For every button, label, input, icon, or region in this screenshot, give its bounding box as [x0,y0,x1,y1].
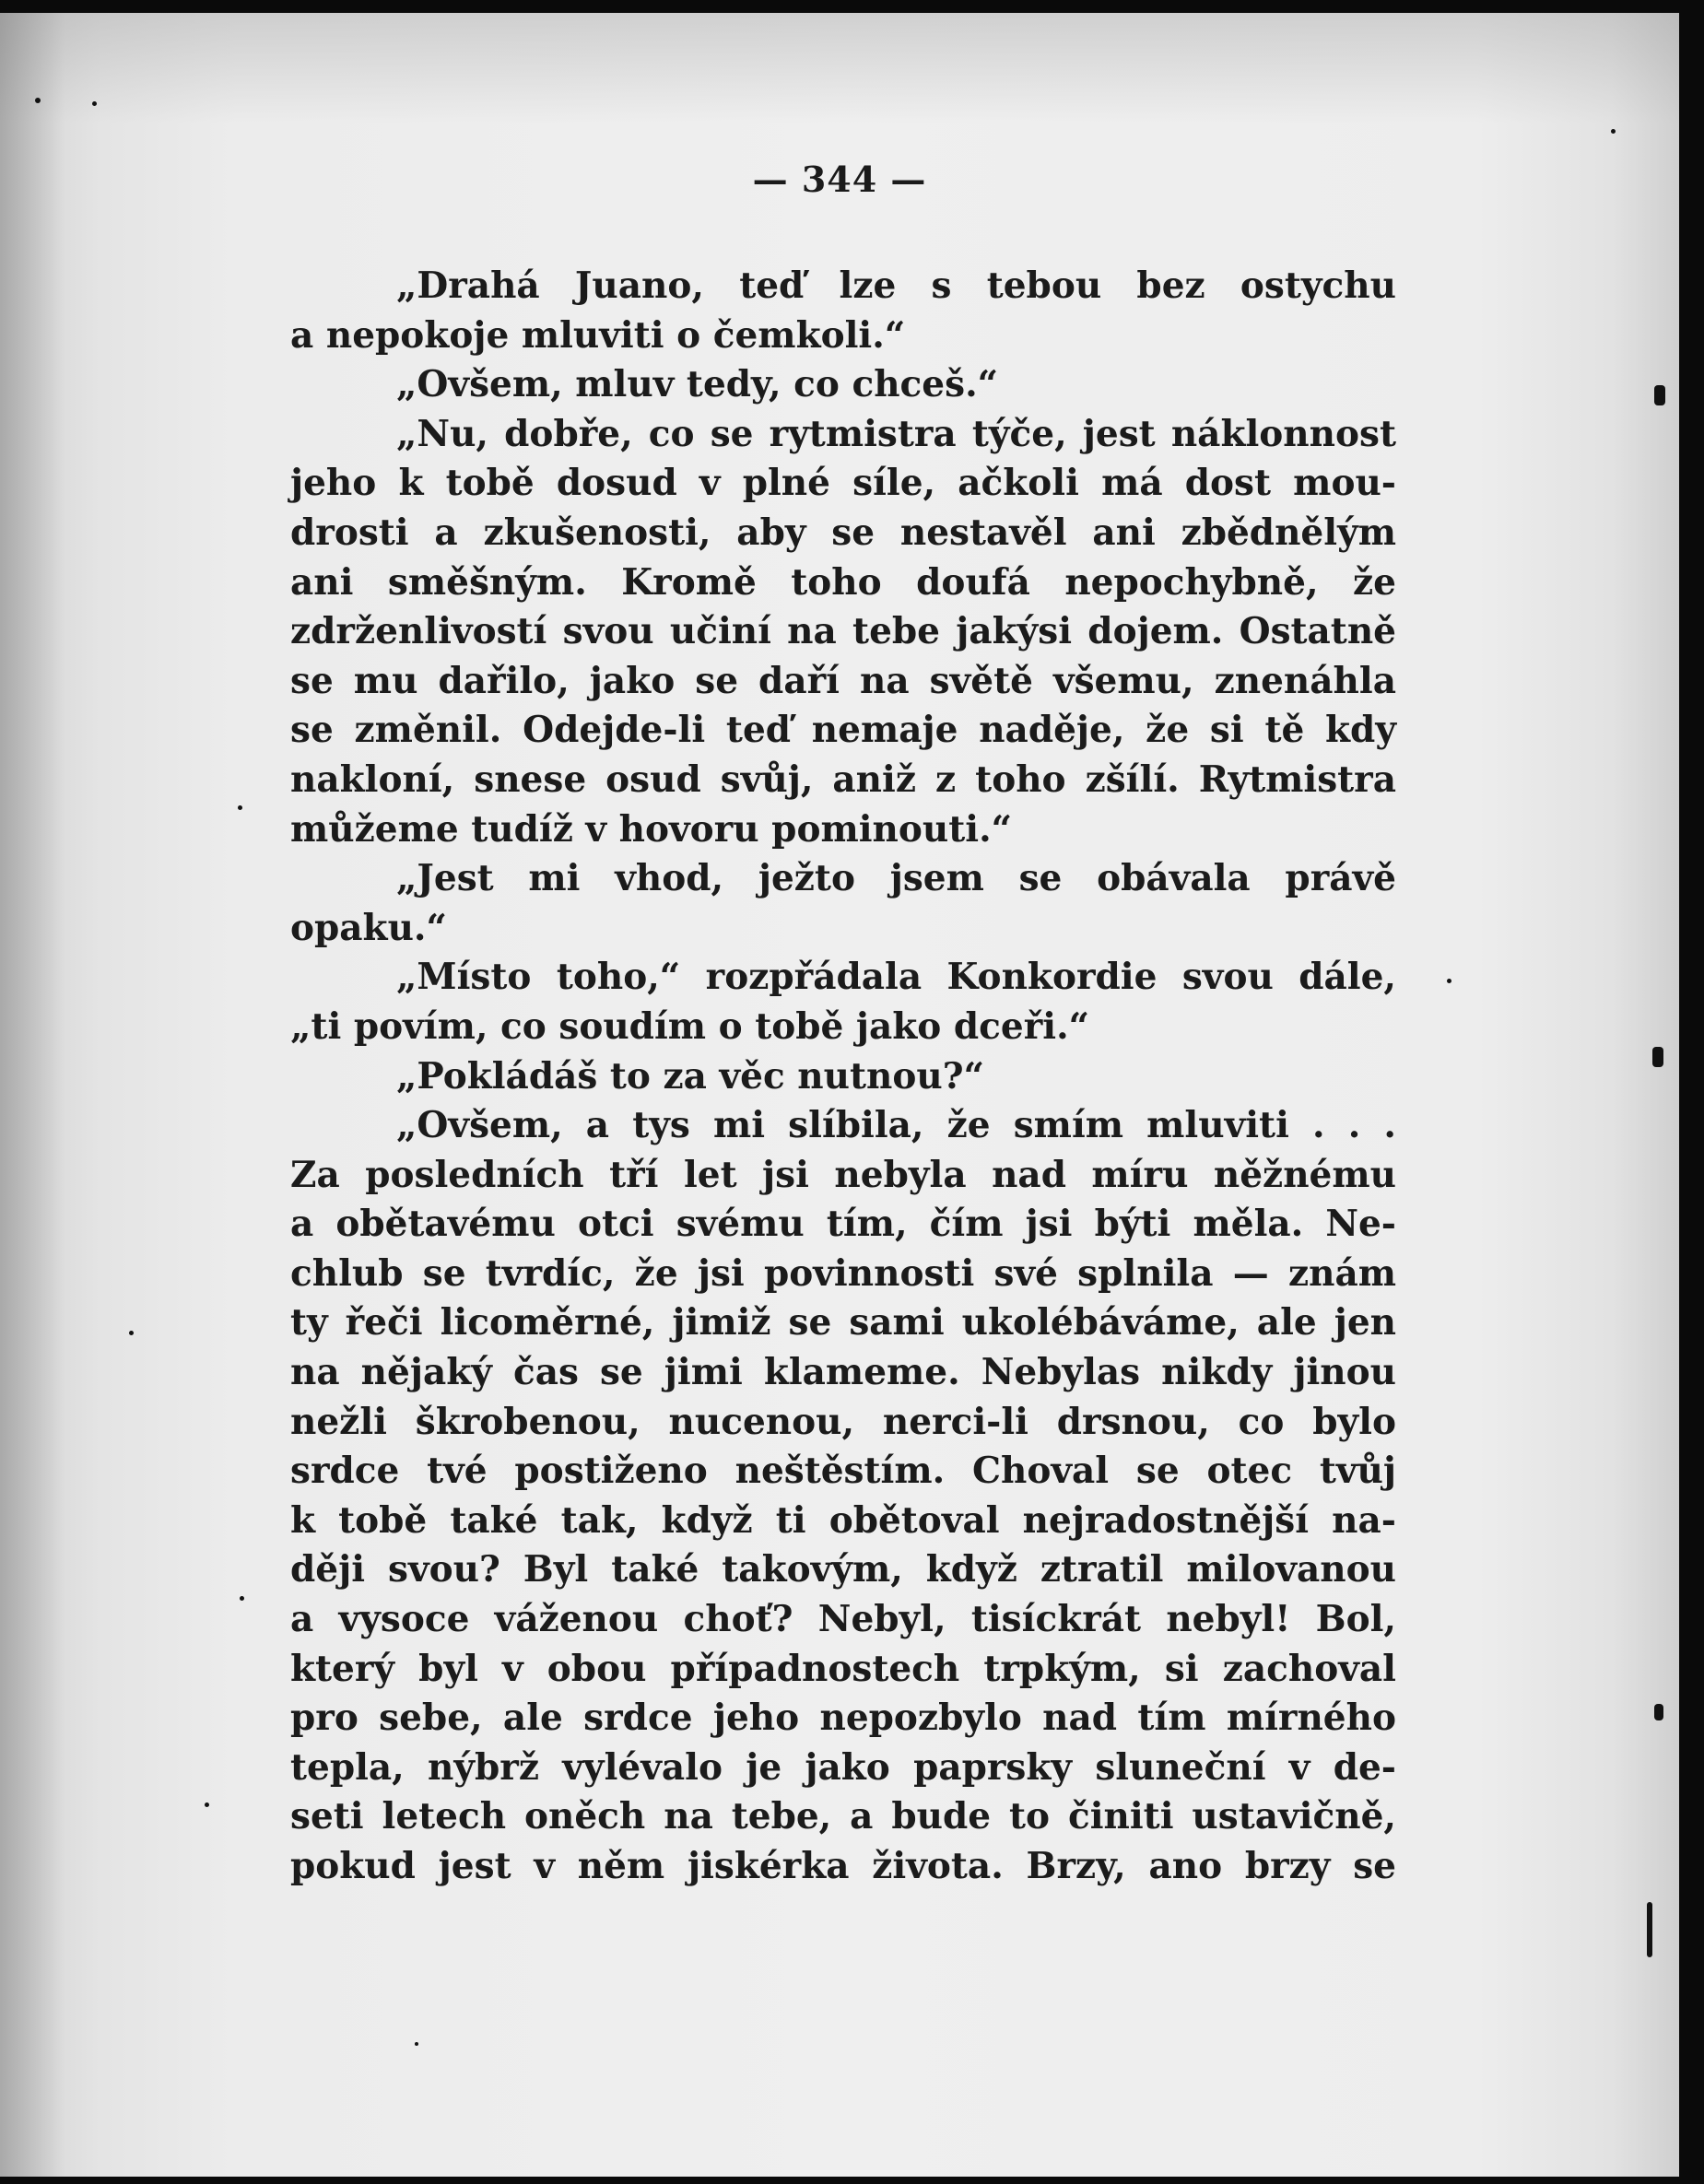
text-line: a obětavému otci svému tím, čím jsi býti měla. Ne- [290,1203,1396,1246]
text-line: opaku.“ [290,906,447,949]
text-line: se změnil. Odejde-li teď nemaje naděje, že si tě kdy [290,709,1396,752]
text-line: srdce tvé postiženo neštěstím. Choval se otec tvůj [290,1450,1396,1493]
ink-speck [1654,1704,1663,1720]
text-line: a nepokoje mluviti o čemkoli.“ [290,313,906,357]
text-line: seti letech oněch na tebe, a bude to činiti ustavičně, [290,1795,1396,1838]
text-line: ději svou? Byl také takovým, když ztratil milovanou [290,1548,1396,1591]
text-line: ty řeči licoměrné, jimiž se sami ukolébáváme, ale jen [290,1301,1396,1344]
text-line: Za posledních tří let jsi nebyla nad míru něžnému [290,1153,1396,1196]
text-line: nakloní, snese osud svůj, aniž z toho zšílí. Rytmistra [290,757,1396,801]
text-line: který byl v obou případnostech trpkým, si zachoval [290,1647,1396,1690]
text-line: „Místo toho,“ rozpřádala Konkordie svou dále, [396,956,1396,999]
text-line: „Drahá Juano, teď lze s tebou bez ostychu [396,264,1396,307]
scan-shadow-top [0,13,1679,123]
text-line: nežli škrobenou, nucenou, nerci-li drsnou, co bylo [290,1400,1396,1443]
ink-speck [415,2042,418,2046]
text-line: pro sebe, ale srdce jeho nepozbylo nad tím mírného [290,1697,1396,1740]
ink-speck [129,1331,134,1335]
text-line: a vysoce váženou choť? Nebyl, tisíckrát nebyl! Bol, [290,1598,1396,1641]
ink-speck [240,1596,244,1601]
text-line: na nějaký čas se jimi klameme. Nebylas nikdy jinou [290,1351,1396,1394]
text-line: chlub se tvrdíc, že jsi povinnosti své splnila — znám [290,1251,1396,1295]
paper-sheet [0,13,1679,2177]
text-line: k tobě také tak, když ti obětoval nejradostnější na- [290,1498,1396,1542]
text-line: „Pokládáš to za věc nutnou?“ [396,1054,985,1098]
text-line: „Nu, dobře, co se rytmistra týče, jest náklonnost [396,412,1396,455]
ink-speck [238,805,242,810]
ink-speck [1611,129,1616,134]
ink-speck [205,1802,209,1807]
text-line: ani směšným. Kromě toho doufá nepochybně, že [290,560,1396,604]
page-number: — 344 — [752,159,927,200]
ink-speck [1647,1902,1652,1957]
text-line: „Jest mi vhod, ježto jsem se obávala právě [396,857,1396,900]
ink-speck [1652,1047,1663,1067]
body-text [290,262,1396,1892]
text-line: můžeme tudíž v hovoru pominouti.“ [290,807,1013,851]
text-line: „Ovšem, mluv tedy, co chceš.“ [396,363,999,406]
ink-speck [1654,385,1665,405]
scan-border-right [1679,0,1704,2184]
text-line: „Ovšem, a tys mi slíbila, že smím mluviti . . . [396,1104,1396,1147]
text-line: „ti povím, co soudím o tobě jako dceři.“ [290,1004,1090,1048]
text-line: zdrženlivostí svou učiní na tebe jakýsi dojem. Ostatně [290,610,1396,653]
ink-speck [1447,979,1451,983]
text-line: tepla, nýbrž vylévalo je jako paprsky sluneční v de- [290,1745,1396,1789]
ink-speck [92,101,97,106]
scan-shadow-left [0,13,65,2177]
ink-speck [35,98,41,103]
text-line: jeho k tobě dosud v plné síle, ačkoli má dost mou- [290,462,1396,505]
text-line: se mu dařilo, jako se daří na světě všemu, znenáhla [290,659,1396,702]
text-line: drosti a zkušenosti, aby se nestavěl ani zbědnělým [290,511,1396,554]
text-line: pokud jest v něm jiskérka života. Brzy, ano brzy se [290,1845,1396,1887]
